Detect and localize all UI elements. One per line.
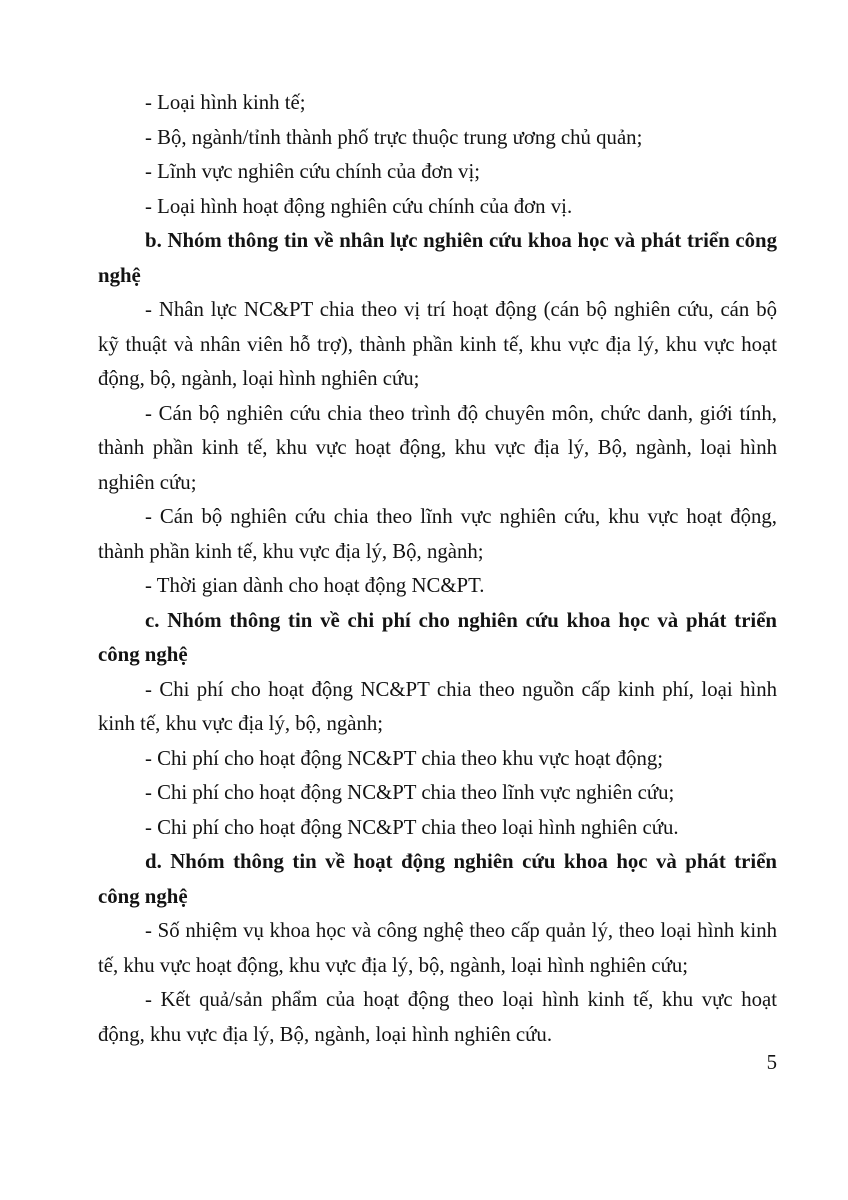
list-item-linh-vuc-nghien-cuu: - Lĩnh vực nghiên cứu chính của đơn vị; bbox=[145, 160, 481, 183]
list-item-ket-qua-san-pham: - Kết quả/sản phẩm của hoạt động theo loại hình kinh tế, khu vực hoạt động, khu vực địa lý, Bộ, ngành, loại hình nghiên cứu. bbox=[98, 988, 777, 1046]
page-number: 5 bbox=[766, 1051, 777, 1074]
list-item-so-nhiem-vu: - Số nhiệm vụ khoa học và công nghệ theo cấp quản lý, theo loại hình kinh tế, khu vực hoạt động, khu vực địa lý, bộ, ngành, loại hình nghiên cứu; bbox=[98, 919, 777, 977]
list-item-chi-phi-loai-hinh: - Chi phí cho hoạt động NC&PT chia theo loại hình nghiên cứu. bbox=[145, 815, 679, 839]
list-item-chi-phi-khu-vuc: - Chi phí cho hoạt động NC&PT chia theo khu vực hoạt động; bbox=[145, 746, 664, 770]
list-item-nhan-luc-ncpt: - Nhân lực NC&PT chia theo vị trí hoạt động (cán bộ nghiên cứu, cán bộ kỹ thuật và nhân viên hỗ trợ), thành phần kinh tế, khu vực địa lý, khu vực hoạt động, bộ, ngành, loại hình nghiên cứu; bbox=[98, 298, 777, 390]
list-item-bo-nganh-tinh: - Bộ, ngành/tỉnh thành phố trực thuộc trung ương chủ quản; bbox=[145, 125, 643, 149]
section-heading-c: c. Nhóm thông tin về chi phí cho nghiên cứu khoa học và phát triển công nghệ bbox=[98, 608, 777, 666]
list-item-chi-phi-nguon-kinh-phi: - Chi phí cho hoạt động NC&PT chia theo nguồn cấp kinh phí, loại hình kinh tế, khu vực địa lý, bộ, ngành; bbox=[98, 677, 777, 735]
list-item-can-bo-trinh-do: - Cán bộ nghiên cứu chia theo trình độ chuyên môn, chức danh, giới tính, thành phần kinh tế, khu vực hoạt động, khu vực địa lý, Bộ, ngành, loại hình nghiên cứu; bbox=[98, 401, 777, 494]
section-heading-d: d. Nhóm thông tin về hoạt động nghiên cứu khoa học và phát triển công nghệ bbox=[98, 850, 777, 908]
list-item-thoi-gian-ncpt: - Thời gian dành cho hoạt động NC&PT. bbox=[145, 574, 485, 597]
list-item-loai-hinh-hoat-dong: - Loại hình hoạt động nghiên cứu chính của đơn vị. bbox=[145, 194, 573, 218]
list-item-can-bo-linh-vuc: - Cán bộ nghiên cứu chia theo lĩnh vực nghiên cứu, khu vực hoạt động, thành phần kinh tế, khu vực địa lý, Bộ, ngành; bbox=[98, 505, 777, 563]
page-content bbox=[98, 86, 777, 1052]
section-heading-b: b. Nhóm thông tin về nhân lực nghiên cứu khoa học và phát triển công nghệ bbox=[98, 229, 777, 287]
list-item-chi-phi-linh-vuc: - Chi phí cho hoạt động NC&PT chia theo lĩnh vực nghiên cứu; bbox=[145, 781, 675, 804]
list-item-loai-hinh-kinh-te: - Loại hình kinh tế; bbox=[145, 91, 306, 114]
